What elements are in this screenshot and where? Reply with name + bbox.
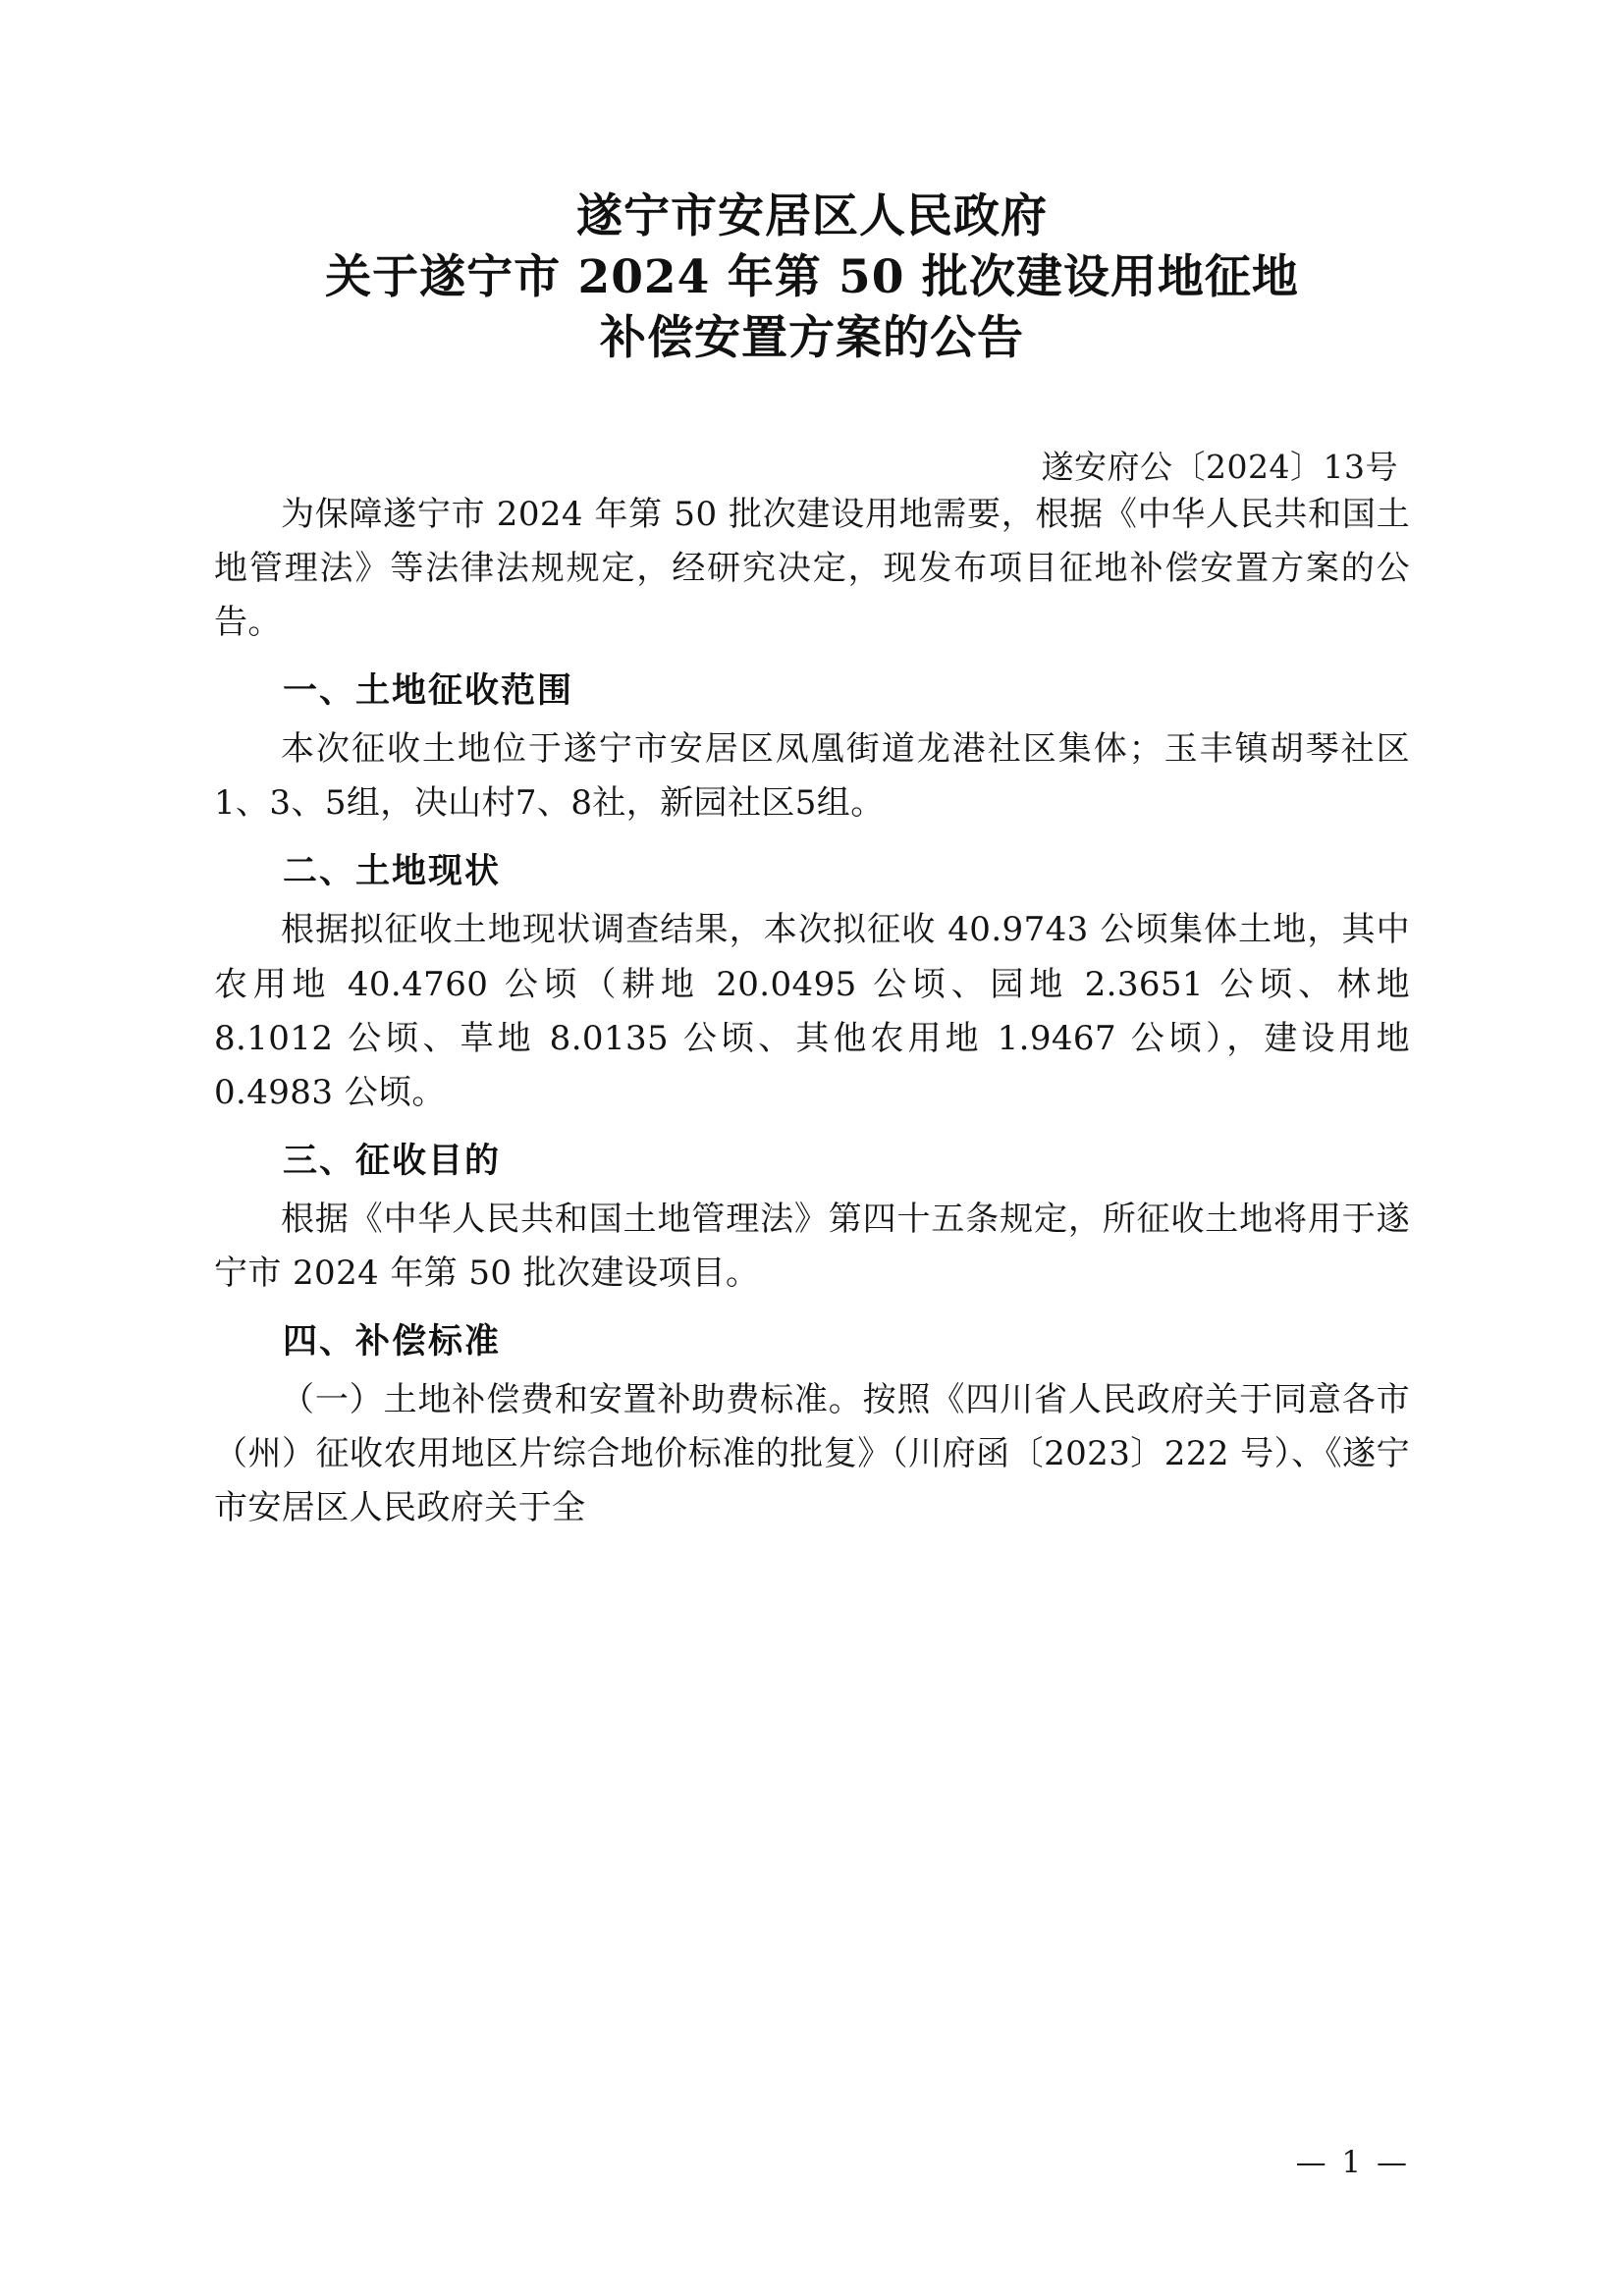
title-line-1: 遂宁市安居区人民政府 — [576, 189, 1048, 243]
document-number: 遂安府公〔2024〕13号 — [1041, 448, 1398, 487]
intro-paragraph: 为保障遂宁市 2024 年第 50 批次建设用地需要，根据《中华人民共和国土地管理法》等法律法规规定，经研究决定，现发布项目征地补偿安置方案的公告。 — [214, 495, 1410, 643]
section-4-paragraph-1: （一）土地补偿费和安置补助费标准。按照《四川省人民政府关于同意各市（州）征收农用地区片综合地价标准的批复》（川府函〔2023〕222 号）、《遂宁市安居区人民政府关于全 — [214, 1379, 1410, 1528]
section-2-paragraph-1: 根据拟征收土地现状调查结果，本次拟征收 40.9743 公顷集体土地，其中农用地 40.4760 公顷（耕地 20.0495 公顷、园地 2.3651 公顷、林地 8.1012 公顷、草地 8.0135 公顷、其他农用地 1.9467 公顷），建设用地 0.4983 公顷。 — [214, 910, 1410, 1112]
section-heading-3: 三、征收目的 — [283, 1140, 502, 1181]
section-heading-4: 四、补偿标准 — [283, 1320, 502, 1362]
page-number: — 1 — — [1295, 2145, 1410, 2180]
title-line-3: 补偿安置方案的公告 — [600, 311, 1024, 366]
section-1-paragraph-1: 本次征收土地位于遂宁市安居区凤凰街道龙港社区集体；玉丰镇胡琴社区1、3、5组，决山村7、8社，新园社区5组。 — [214, 729, 1410, 824]
page-title — [214, 187, 1410, 369]
title-line-2: 关于遂宁市 2024 年第 50 批次建设用地征地 — [325, 250, 1299, 305]
section-3-paragraph-1: 根据《中华人民共和国土地管理法》第四十五条规定，所征收土地将用于遂宁市 2024 年第 50 批次建设项目。 — [214, 1199, 1410, 1293]
section-heading-1: 一、土地征收范围 — [283, 670, 574, 712]
section-heading-2: 二、土地现状 — [283, 851, 502, 892]
